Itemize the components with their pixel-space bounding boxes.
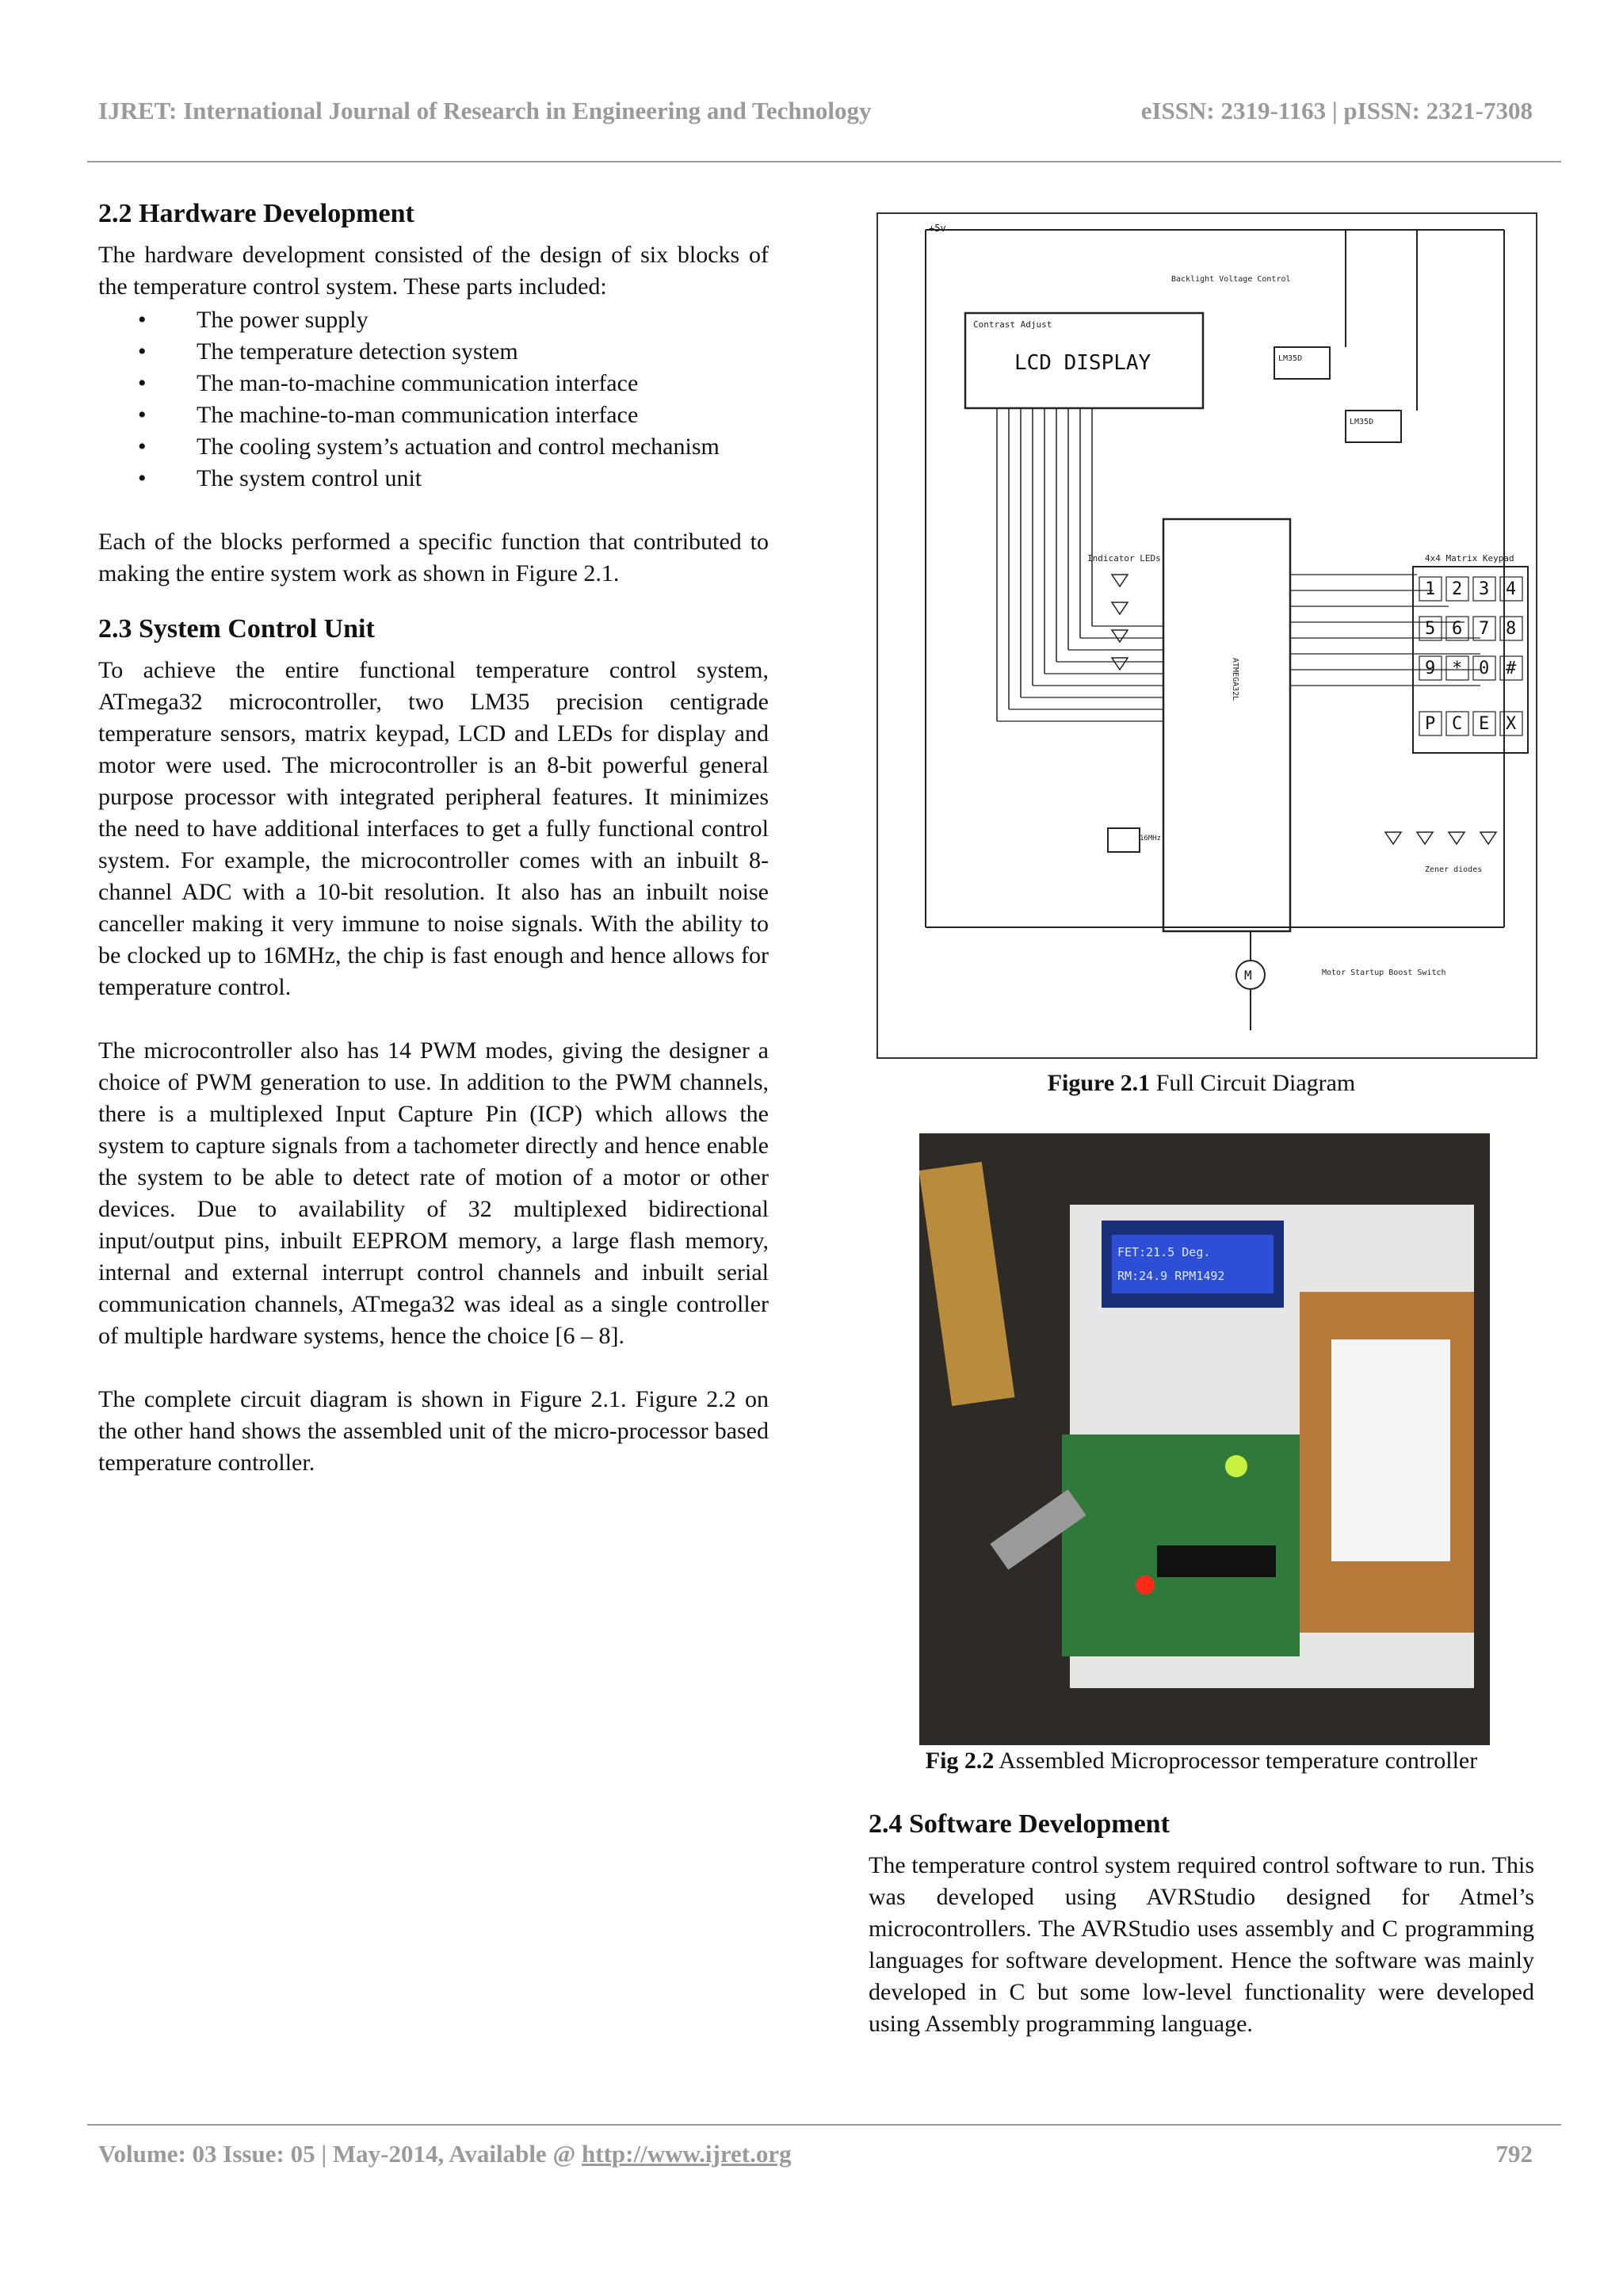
volume-info: Volume: 03 Issue: 05 | May-2014, Available @ [98,2140,582,2168]
svg-text:16MHz: 16MHz [1140,835,1162,842]
running-footer [98,2140,1533,2168]
circuit-diagram [876,212,1537,1059]
section-2-2-para: Each of the blocks performed a specific function that contributed to making the entire system work as shown in Figure 2.1. [98,529,769,586]
lcd-line-2: RM:24.9 RPM1492 [1117,1269,1225,1283]
left-column [98,198,769,1479]
section-2-2-heading: 2.2 Hardware Development [98,199,414,228]
footer-rule [87,2124,1561,2126]
svg-text:X: X [1506,714,1517,734]
header-rule [87,161,1561,162]
block-list [98,304,769,495]
page-number: 792 [1495,2140,1533,2168]
svg-text:2: 2 [1452,579,1463,599]
svg-text:6: 6 [1452,619,1463,639]
svg-text:4: 4 [1506,579,1517,599]
section-2-3-para-2: The microcontroller also has 14 PWM modes, giving the designer a choice of PWM generation to use. In addition to the PWM channels, there is a multiplexed Input Capture Pin (ICP) which allows the system to capture signals from a tachometer directly and hence enable the system to be able to detect rate of motion of a motor or other devices. Due to availability of 32 multiplexed bidirectional input/output pins, inbuilt EEPROM memory, a large flash memory, internal and external interrupt control channels and inbuilt serial communication channels, ATmega32 was ideal as a single controller of multiple hardware systems, hence the choice [6 – 8]. [98,1037,769,1349]
list-item: • The machine-to-man communication interface [138,402,639,428]
svg-text:7: 7 [1479,619,1490,639]
svg-text:Contrast Adjust: Contrast Adjust [973,319,1052,330]
svg-text:5: 5 [1425,619,1436,639]
svg-text:#: # [1506,659,1517,678]
svg-text:*: * [1452,659,1463,678]
section-2-3-heading: 2.3 System Control Unit [98,614,375,644]
svg-text:4x4 Matrix Keypad: 4x4 Matrix Keypad [1425,553,1514,563]
svg-text:+5v: +5v [929,223,946,234]
section-2-2-intro: The hardware development consisted of the design of six blocks of the temperature control system. These parts included: [98,242,769,300]
list-item: • The cooling system’s actuation and control mechanism [138,434,720,460]
section-2-3-para-3: The complete circuit diagram is shown in Figure 2.1. Figure 2.2 on the other hand shows the assembled unit of the micro-processor based temperature controller. [98,1386,769,1476]
lcd-line-1: FET:21.5 Deg. [1117,1245,1211,1259]
svg-text:Backlight Voltage Control: Backlight Voltage Control [1171,275,1291,284]
list-item: • The man-to-machine communication interface [138,370,639,396]
svg-text:C: C [1452,714,1463,734]
assembled-unit-photo [919,1133,1490,1745]
svg-text:M: M [1244,968,1252,983]
svg-text:9: 9 [1425,659,1436,678]
list-item: • The system control unit [138,465,422,491]
svg-text:Motor Startup Boost Switch: Motor Startup Boost Switch [1322,968,1446,977]
lcd-display-label: LCD DISPLAY [1014,351,1151,375]
section-2-3-para-1: To achieve the entire functional temperature control system, ATmega32 microcontroller, two LM35 precision centigrade temperature sensors, matrix keypad, LCD and LEDs for display and motor were used. The microcontroller is an 8-bit powerful general purpose processor with integrated peripheral features. It minimizes the need to have additional interfaces to get a fully functional control system. For example, the microcontroller comes with an inbuilt 8-channel ADC with a 10-bit resolution. It also has an inbuilt noise canceller making it very immune to noise signals. With the ability to be clocked up to 16MHz, the chip is fast enough and hence allows for temperature control. [98,657,769,1000]
svg-text:E: E [1479,714,1490,734]
svg-text:ATMEGA32L: ATMEGA32L [1231,658,1239,701]
section-2-4-heading: 2.4 Software Development [869,1809,1170,1839]
svg-text:Indicator LEDs: Indicator LEDs [1087,553,1161,563]
svg-text:Zener diodes: Zener diodes [1425,865,1483,874]
right-column [869,1809,1534,2040]
svg-text:LM35D: LM35D [1350,418,1374,426]
svg-text:8: 8 [1506,619,1517,639]
svg-text:P: P [1425,714,1436,734]
journal-title: IJRET: International Journal of Research in Engineering and Technology [98,97,872,124]
section-2-4-para: The temperature control system required control software to run. This was developed using AVRStudio designed for Atmel’s microcontrollers. The AVRStudio uses assembly and C programming languages for software development. Hence the software was mainly developed in C but some low-level functionality were developed using Assembly programming language. [869,1852,1534,2037]
figure-2-1-caption: Figure 2.1 Full Circuit Diagram [1047,1070,1356,1096]
figure-2-2-caption: Fig 2.2 Assembled Microprocessor temperature controller [925,1748,1478,1774]
list-item: • The power supply [138,307,369,333]
list-item: • The temperature detection system [138,338,518,365]
svg-text:3: 3 [1479,579,1490,599]
svg-text:0: 0 [1479,659,1490,678]
svg-text:1: 1 [1425,579,1436,599]
svg-text:LM35D: LM35D [1278,354,1303,363]
issn: eISSN: 2319-1163 | pISSN: 2321-7308 [1140,97,1533,124]
journal-link[interactable]: http://www.ijret.org [582,2140,792,2168]
